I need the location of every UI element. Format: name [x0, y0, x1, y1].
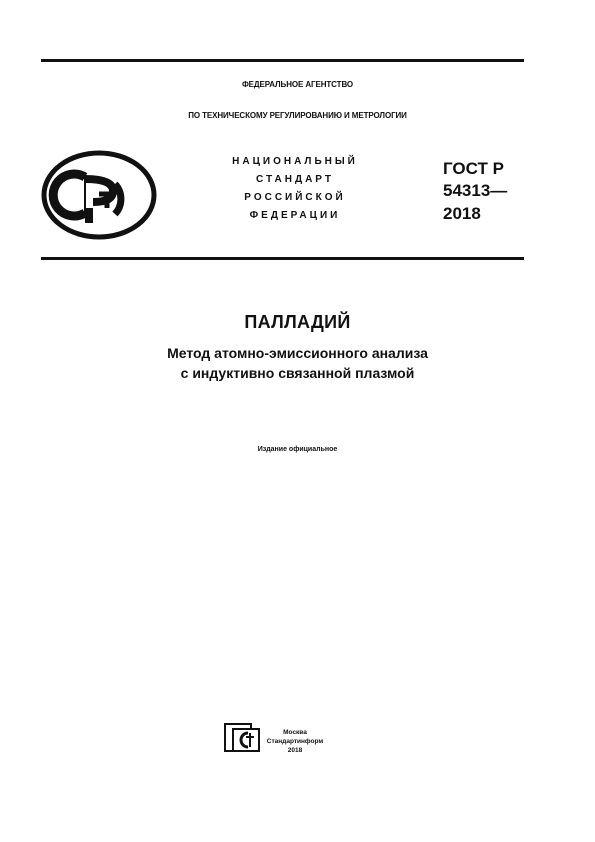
rst-logo-icon	[41, 150, 157, 240]
publisher-logo-icon	[224, 723, 260, 753]
gost-designation-line3: 2018	[443, 204, 481, 223]
national-standard-line3: РОССИЙСКОЙ	[244, 192, 346, 203]
gost-designation-line2: 54313—	[443, 181, 508, 200]
bottom-rule	[41, 257, 524, 260]
edition-note: Издание официальное	[257, 446, 338, 453]
document-title: ПАЛЛАДИЙ	[244, 312, 351, 332]
publisher-year: 2018	[287, 747, 303, 754]
national-standard-line1: НАЦИОНАЛЬНЫЙ	[232, 156, 358, 167]
gost-designation-line1: ГОСТ Р	[443, 159, 504, 178]
publisher-city: Москва	[283, 729, 307, 736]
publisher-name: Стандартинформ	[266, 738, 324, 745]
top-rule	[41, 59, 524, 62]
document-subtitle-line1: Метод атомно-эмиссионного анализа	[167, 345, 428, 361]
agency-name-line1: ФЕДЕРАЛЬНОЕ АГЕНТСТВО	[241, 80, 354, 89]
national-standard-line2: СТАНДАРТ	[256, 174, 334, 185]
agency-name-line2: ПО ТЕХНИЧЕСКОМУ РЕГУЛИРОВАНИЮ И МЕТРОЛОГИИ	[188, 111, 407, 120]
national-standard-line4: ФЕДЕРАЦИИ	[249, 210, 341, 221]
document-subtitle-line2: с индуктивно связанной плазмой	[180, 365, 415, 381]
